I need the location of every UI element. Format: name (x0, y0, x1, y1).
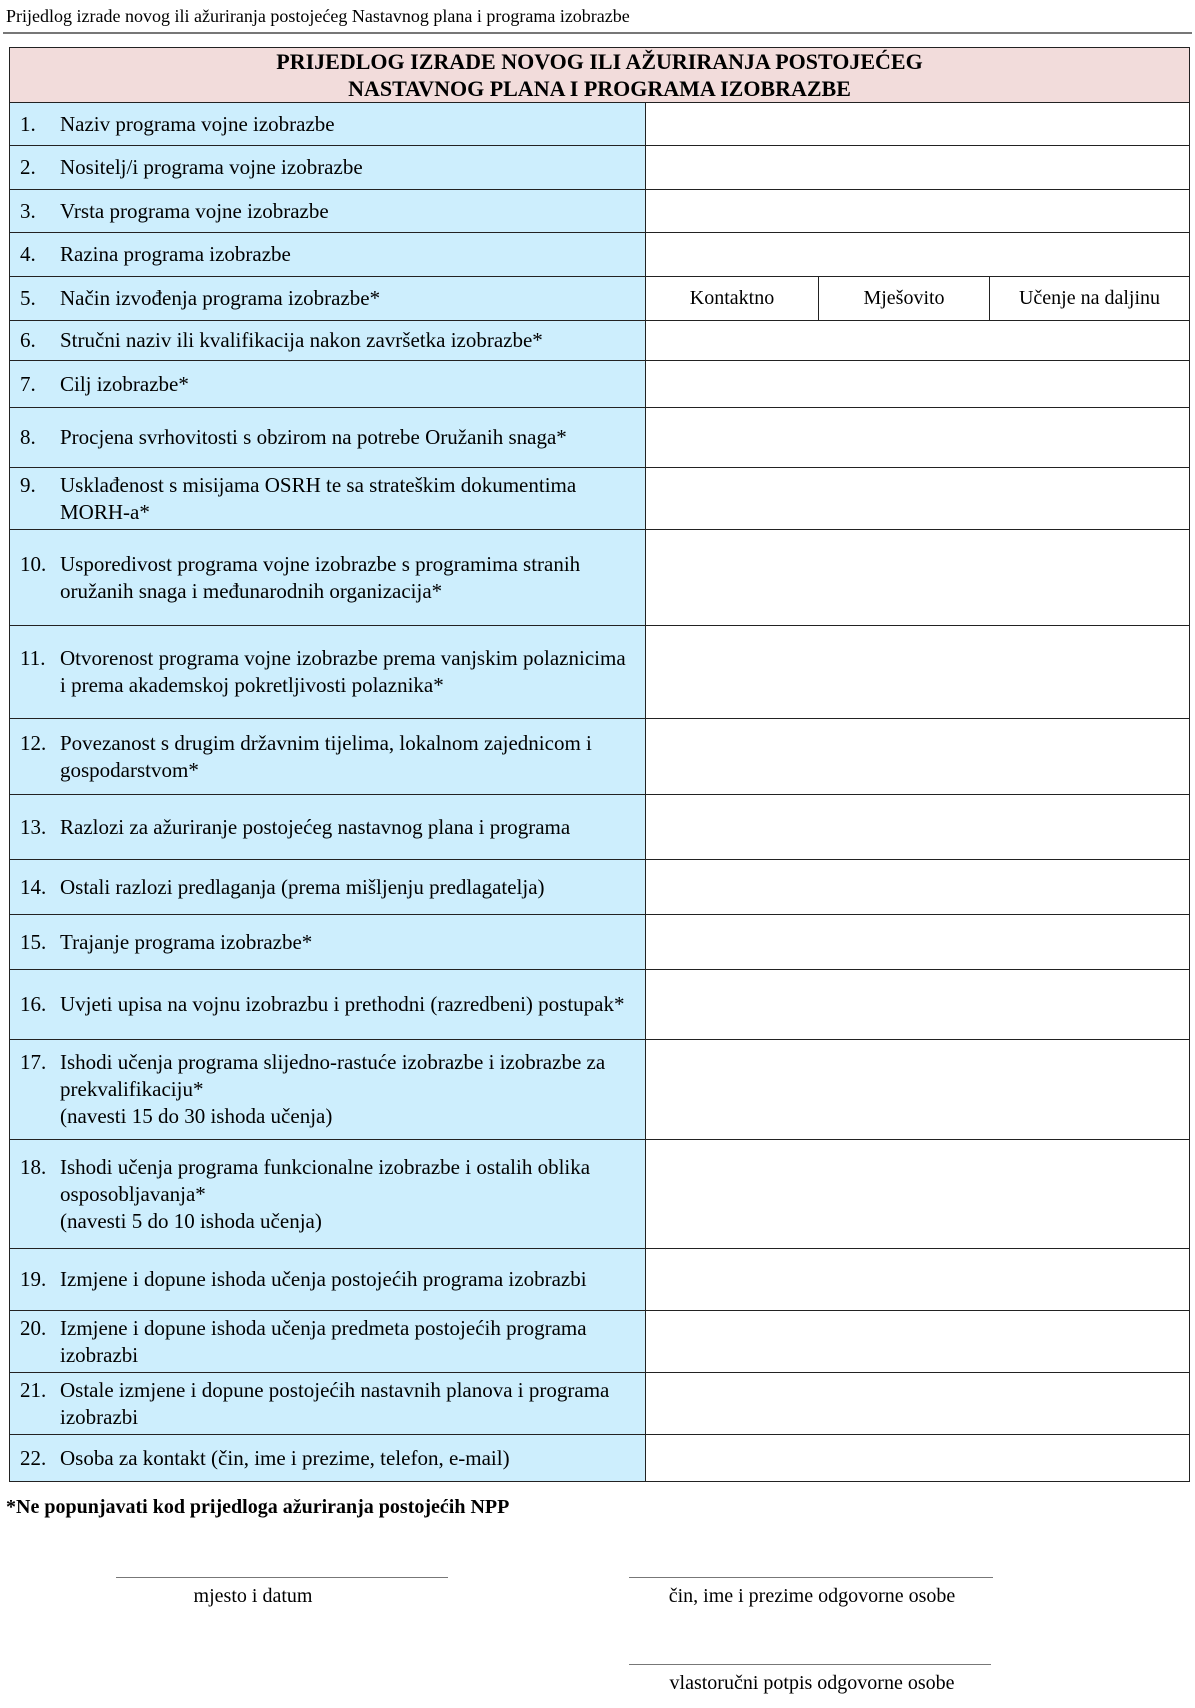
delivery-option[interactable]: Mješovito (819, 277, 990, 321)
row-number: 3. (20, 198, 36, 223)
row-label-cell (10, 530, 646, 626)
form-row (10, 1435, 1190, 1482)
row-label (60, 1445, 630, 1472)
row-label-text: Vrsta programa vojne izobrazbe (60, 198, 329, 223)
row-note: (navesti 15 do 30 ishoda učenja) (60, 1104, 333, 1128)
row-value-field[interactable] (646, 321, 1190, 361)
row-label-cell (10, 719, 646, 795)
place-date-label: mjesto i datum (193, 1585, 313, 1607)
row-value-field[interactable] (646, 795, 1190, 860)
row-label (60, 551, 630, 605)
row-label-text: Razina programa izobrazbe (60, 242, 291, 266)
row-number: 19. (20, 1267, 47, 1291)
row-label-text: Uvjeti upisa na vojnu izobrazbu i prethodni (razredbeni) postupak* (60, 992, 625, 1016)
row-label-cell (10, 1040, 646, 1140)
row-number: 8. (20, 425, 36, 449)
rank-name-line[interactable] (629, 1577, 993, 1578)
row-number: 5. (20, 286, 36, 310)
row-value-field[interactable] (646, 1040, 1190, 1140)
row-value-field[interactable] (646, 860, 1190, 915)
row-number: 7. (20, 371, 36, 396)
row-label-cell (10, 1311, 646, 1373)
row-label-text: Razlozi za ažuriranje postojećeg nastavnog plana i programa (60, 814, 571, 839)
form-row (10, 719, 1190, 795)
row-label (60, 472, 630, 526)
row-value-field[interactable] (646, 190, 1190, 233)
form-row (10, 146, 1190, 190)
row-label-text: Naziv programa vojne izobrazbe (60, 111, 335, 136)
row-label-cell (10, 915, 646, 970)
form-row (10, 408, 1190, 468)
row-label-text: Izmjene i dopune ishoda učenja predmeta postojećih programa izobrazbi (60, 1315, 587, 1367)
row-value-field[interactable] (646, 408, 1190, 468)
form-row (10, 915, 1190, 970)
row-number: 4. (20, 242, 36, 266)
row-label (60, 1049, 630, 1130)
signature-label: vlastoručni potpis odgovorne osobe (669, 1672, 955, 1694)
row-number: 20. (20, 1315, 47, 1340)
row-label-text: Cilj izobrazbe* (60, 371, 189, 396)
row-label-text: Stručni naziv ili kvalifikacija nakon završetka izobrazbe* (60, 328, 543, 352)
proposal-form-table (9, 47, 1190, 1482)
header-rule (3, 32, 1192, 34)
delivery-option[interactable]: Učenje na daljinu (990, 277, 1190, 321)
rank-name-label: čin, ime i prezime odgovorne osobe (668, 1585, 956, 1607)
form-row (10, 468, 1190, 530)
row-label (60, 874, 630, 901)
form-title (10, 48, 1190, 103)
form-row (10, 626, 1190, 719)
row-label-cell (10, 795, 646, 860)
form-row (10, 970, 1190, 1040)
place-date-line[interactable] (116, 1577, 448, 1578)
footnote: *Ne popunjavati kod prijedloga ažuriranja postojećih NPP (6, 1496, 510, 1518)
form-row (10, 1311, 1190, 1373)
form-row (10, 361, 1190, 408)
row-value-field[interactable] (646, 626, 1190, 719)
row-value-field[interactable] (646, 970, 1190, 1040)
row-number: 9. (20, 472, 36, 497)
row-label-cell (10, 626, 646, 719)
form-row (10, 1040, 1190, 1140)
form-row (10, 103, 1190, 146)
row-label-text: Ostale izmjene i dopune postojećih nastavnih planova i programa izobrazbi (60, 1377, 610, 1429)
row-label-text: Nositelj/i programa vojne izobrazbe (60, 155, 363, 179)
row-label-text: Osoba za kontakt (čin, ime i prezime, telefon, e-mail) (60, 1445, 510, 1470)
row-number: 22. (20, 1445, 47, 1470)
row-value-field[interactable] (646, 233, 1190, 277)
row-number: 14. (20, 874, 47, 899)
row-number: 21. (20, 1377, 47, 1402)
row-label (60, 814, 630, 841)
row-number: 13. (20, 814, 47, 839)
form-row (10, 1373, 1190, 1435)
row-label-cell (10, 1373, 646, 1435)
row-label-cell (10, 321, 646, 361)
row-number: 17. (20, 1050, 47, 1074)
form-row (10, 1249, 1190, 1311)
form-row (10, 277, 1190, 321)
row-label-text: Ostali razlozi predlaganja (prema mišljenju predlagatelja) (60, 874, 545, 899)
delivery-option[interactable]: Kontaktno (646, 277, 819, 321)
row-value-field[interactable] (646, 1311, 1190, 1373)
row-label-cell (10, 1249, 646, 1311)
form-row (10, 190, 1190, 233)
row-label-cell (10, 103, 646, 146)
row-label-cell (10, 277, 646, 321)
row-label (60, 285, 630, 312)
row-number: 12. (20, 730, 47, 755)
row-value-field[interactable] (646, 361, 1190, 408)
form-row (10, 795, 1190, 860)
form-title-line2: NASTAVNOG PLANA I PROGRAMA IZOBRAZBE (348, 76, 851, 101)
row-label-cell (10, 1140, 646, 1249)
row-label-text: Procjena svrhovitosti s obzirom na potrebe Oružanih snaga* (60, 425, 567, 449)
row-label-text: Izmjene i dopune ishoda učenja postojećih programa izobrazbi (60, 1267, 587, 1291)
row-number: 18. (20, 1154, 47, 1179)
form-row (10, 530, 1190, 626)
row-label-cell (10, 233, 646, 277)
row-label-text: Usklađenost s misijama OSRH te sa strateškim dokumentima MORH-a* (60, 472, 577, 524)
form-title-line1: PRIJEDLOG IZRADE NOVOG ILI AŽURIRANJA POSTOJEĆEG (276, 49, 923, 74)
row-label (60, 111, 630, 138)
row-label-text: Trajanje programa izobrazbe* (60, 929, 313, 954)
row-number: 16. (20, 992, 47, 1016)
row-label-cell (10, 408, 646, 468)
row-label-cell (10, 190, 646, 233)
row-label (60, 991, 630, 1018)
row-value-field[interactable] (646, 103, 1190, 146)
row-label (60, 154, 630, 181)
row-label-text: Usporedivost programa vojne izobrazbe s programima stranih oružanih snaga i međunarodnih organizacija* (60, 551, 581, 603)
row-label-text: Ishodi učenja programa funkcionalne izobrazbe i ostalih oblika osposobljavanja* (60, 1154, 591, 1206)
row-value-field[interactable] (646, 915, 1190, 970)
running-header: Prijedlog izrade novog ili ažuriranja postojećeg Nastavnog plana i programa izobrazbe (6, 6, 630, 26)
row-value-field[interactable] (646, 1140, 1190, 1249)
row-label (60, 198, 630, 225)
row-number: 1. (20, 111, 36, 136)
row-value-field[interactable] (646, 719, 1190, 795)
row-label-text: Način izvođenja programa izobrazbe* (60, 286, 381, 310)
row-note: (navesti 5 do 10 ishoda učenja) (60, 1208, 322, 1233)
row-value-field[interactable] (646, 146, 1190, 190)
row-label-text: Ishodi učenja programa slijedno-rastuće izobrazbe i izobrazbe za prekvalifikaciju* (60, 1050, 606, 1101)
form-title-row (10, 48, 1190, 103)
row-value-field[interactable] (646, 1249, 1190, 1311)
row-number: 2. (20, 155, 36, 179)
row-label (60, 1377, 630, 1431)
row-number: 11. (20, 646, 46, 670)
row-value-field[interactable] (646, 468, 1190, 530)
row-label-cell (10, 146, 646, 190)
row-value-field[interactable] (646, 1373, 1190, 1435)
form-row (10, 233, 1190, 277)
row-label (60, 241, 630, 268)
row-label-cell (10, 1435, 646, 1482)
row-label-cell (10, 970, 646, 1040)
row-label-cell (10, 860, 646, 915)
row-label (60, 645, 630, 699)
form-row (10, 1140, 1190, 1249)
row-value-field[interactable] (646, 530, 1190, 626)
row-label (60, 371, 630, 398)
row-label (60, 424, 630, 451)
row-label-cell (10, 361, 646, 408)
row-label (60, 1154, 630, 1235)
form-row (10, 860, 1190, 915)
signature-line[interactable] (629, 1664, 991, 1665)
row-label-cell (10, 468, 646, 530)
row-number: 15. (20, 929, 47, 954)
row-label-text: Povezanost s drugim državnim tijelima, lokalnom zajednicom i gospodarstvom* (60, 730, 592, 782)
row-label-text: Otvorenost programa vojne izobrazbe prema vanjskim polaznicima i prema akademskoj pokretljivosti polaznika* (60, 646, 626, 697)
row-label (60, 1315, 630, 1369)
row-number: 6. (20, 328, 36, 352)
row-value-field[interactable] (646, 1435, 1190, 1482)
row-label (60, 730, 630, 784)
row-label (60, 1266, 630, 1293)
row-number: 10. (20, 551, 47, 576)
row-label (60, 929, 630, 956)
form-row (10, 321, 1190, 361)
row-label (60, 327, 630, 354)
